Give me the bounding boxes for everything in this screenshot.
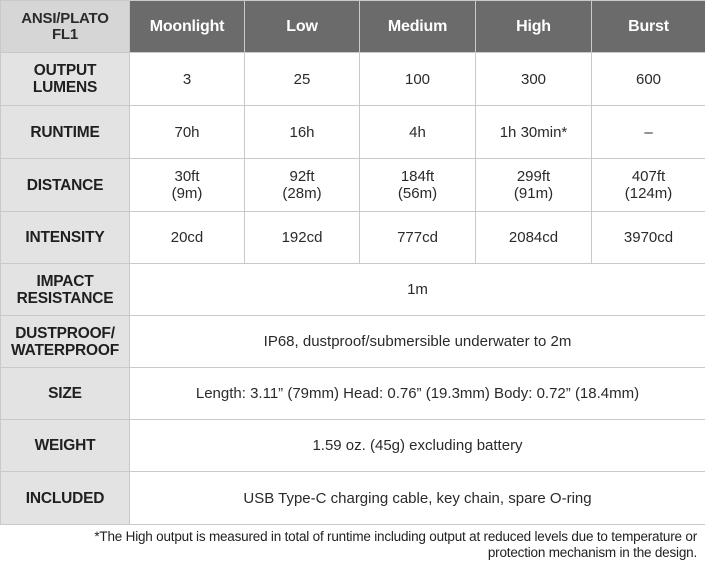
row-intensity	[1, 212, 705, 264]
mode-high: High	[476, 1, 592, 53]
cell-value: 3970cd	[592, 212, 705, 264]
cell-value: USB Type-C charging cable, key chain, spare O-ring	[130, 472, 705, 525]
cell-value: 777cd	[360, 212, 476, 264]
cell-value: 192cd	[245, 212, 360, 264]
row-label: OUTPUT LUMENS	[1, 53, 130, 106]
row-runtime	[1, 106, 705, 159]
cell-value: 100	[360, 53, 476, 106]
row-impact-resistance	[1, 264, 705, 316]
row-weight	[1, 420, 705, 472]
cell-value: 184ft (56m)	[360, 159, 476, 212]
row-label: DUSTPROOF/ WATERPROOF	[1, 316, 130, 368]
mode-moonlight: Moonlight	[130, 1, 245, 53]
row-label: DISTANCE	[1, 159, 130, 212]
cell-value: 30ft (9m)	[130, 159, 245, 212]
row-label: WEIGHT	[1, 420, 130, 472]
row-label: RUNTIME	[1, 106, 130, 159]
footnote-line: protection mechanism in the design.	[487, 545, 697, 560]
cell-value: 92ft (28m)	[245, 159, 360, 212]
mode-burst: Burst	[592, 1, 705, 53]
cell-value: 16h	[245, 106, 360, 159]
row-distance	[1, 159, 705, 212]
row-output-lumens	[1, 53, 705, 106]
cell-value: 4h	[360, 106, 476, 159]
row-dustproof-waterproof	[1, 316, 705, 368]
mode-low: Low	[245, 1, 360, 53]
cell-value: 70h	[130, 106, 245, 159]
cell-value: 2084cd	[476, 212, 592, 264]
mode-medium: Medium	[360, 1, 476, 53]
row-label: INTENSITY	[1, 212, 130, 264]
header-row	[1, 1, 705, 53]
cell-value: 300	[476, 53, 592, 106]
cell-value: Length: 3.11” (79mm) Head: 0.76” (19.3mm) Body: 0.72” (18.4mm)	[130, 368, 705, 420]
row-included	[1, 472, 705, 525]
footnote	[7, 529, 697, 561]
footnote-line: *The High output is measured in total of runtime including output at reduced levels due to temperature or	[94, 529, 697, 544]
cell-value: IP68, dustproof/submersible underwater to 2m	[130, 316, 705, 368]
cell-value: –	[592, 106, 705, 159]
cell-value: 3	[130, 53, 245, 106]
standard-label: ANSI/PLATO FL1	[1, 1, 130, 53]
cell-value: 25	[245, 53, 360, 106]
cell-value: 20cd	[130, 212, 245, 264]
cell-value: 407ft (124m)	[592, 159, 705, 212]
row-label: SIZE	[1, 368, 130, 420]
row-label: INCLUDED	[1, 472, 130, 525]
row-size	[1, 368, 705, 420]
cell-value: 600	[592, 53, 705, 106]
row-label: IMPACT RESISTANCE	[1, 264, 130, 316]
cell-value: 1m	[130, 264, 705, 316]
cell-value: 299ft (91m)	[476, 159, 592, 212]
cell-value: 1h 30min*	[476, 106, 592, 159]
cell-value: 1.59 oz. (45g) excluding battery	[130, 420, 705, 472]
